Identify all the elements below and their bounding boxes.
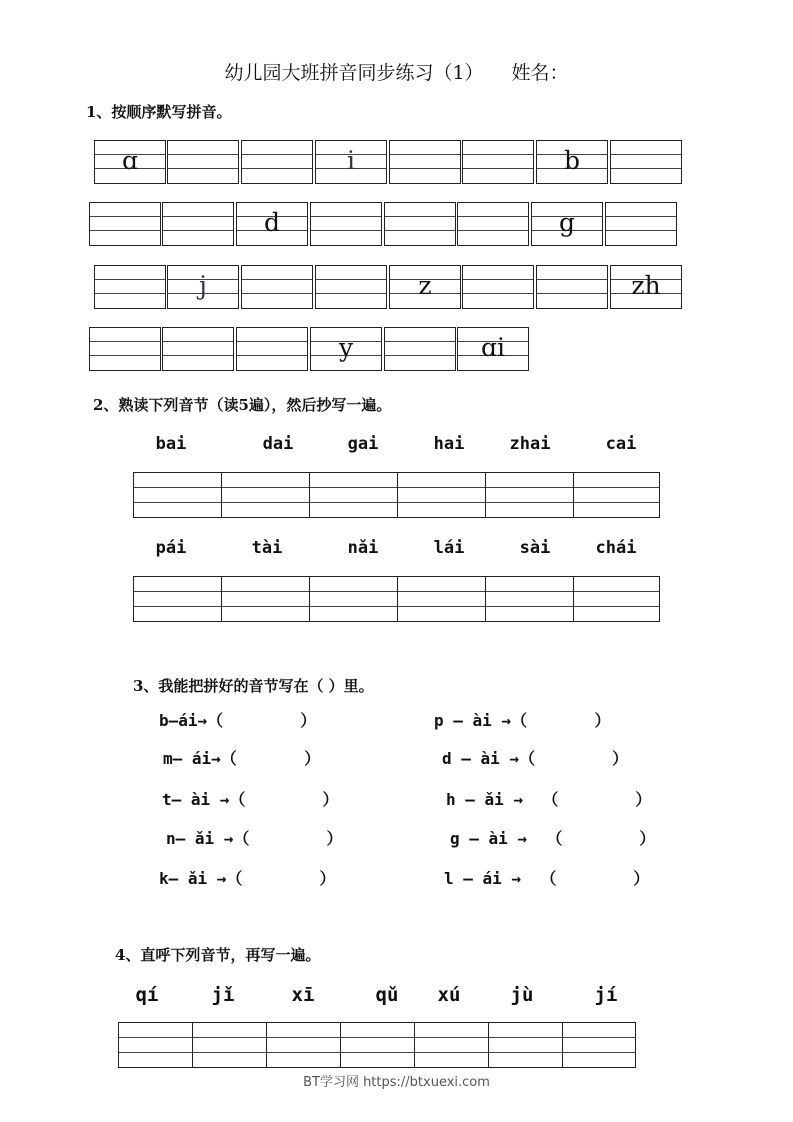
syllable: qǔ — [375, 984, 399, 1006]
watermark-footer: BT学习网 https://btxuexi.com — [303, 1075, 490, 1090]
writing-cell[interactable] — [397, 472, 486, 518]
writing-cell[interactable] — [605, 202, 677, 246]
writing-cell[interactable] — [340, 1022, 415, 1068]
cell-letter: ɑ — [121, 146, 138, 175]
writing-cell[interactable] — [457, 202, 529, 246]
writing-cell[interactable] — [384, 327, 456, 371]
cell-letter: i — [347, 146, 355, 175]
syllable: lái — [433, 538, 465, 558]
syllable: cai — [605, 434, 637, 454]
writing-cell[interactable] — [485, 472, 574, 518]
writing-cell[interactable] — [610, 265, 682, 309]
syllable: qí — [135, 984, 159, 1006]
syllable: sài — [519, 538, 551, 558]
writing-cell[interactable] — [89, 202, 161, 246]
syllable: jù — [510, 984, 534, 1006]
writing-cell[interactable] — [414, 1022, 489, 1068]
writing-cell[interactable] — [236, 327, 308, 371]
syllable: dai — [262, 434, 294, 454]
writing-cell[interactable] — [133, 576, 222, 622]
writing-cell[interactable] — [192, 1022, 267, 1068]
syllable: pái — [155, 538, 187, 558]
writing-cell[interactable] — [384, 202, 456, 246]
writing-cell[interactable] — [167, 140, 239, 184]
writing-cell[interactable] — [221, 472, 310, 518]
writing-cell[interactable] — [610, 140, 682, 184]
writing-cell[interactable] — [573, 472, 660, 518]
writing-cell[interactable] — [485, 576, 574, 622]
cell-letter: g — [558, 208, 575, 237]
syllable: jí — [594, 984, 618, 1006]
cell-letter: j — [199, 271, 207, 300]
name-label: 姓名： — [511, 62, 569, 84]
syllable: xī — [291, 984, 315, 1006]
writing-cell[interactable] — [162, 202, 234, 246]
syllable: tài — [251, 538, 283, 558]
writing-cell[interactable] — [315, 265, 387, 309]
writing-cell[interactable] — [397, 576, 486, 622]
writing-cell[interactable] — [89, 327, 161, 371]
section3-heading: 3、我能把拼好的音节写在（ ）里。 — [133, 677, 374, 695]
writing-cell[interactable] — [536, 140, 608, 184]
writing-cell[interactable] — [310, 327, 382, 371]
writing-cell[interactable] — [488, 1022, 563, 1068]
pinyin-equation: b—ái→（ ） — [159, 711, 317, 730]
cell-letter: b — [563, 146, 580, 175]
writing-cell[interactable] — [266, 1022, 341, 1068]
writing-cell[interactable] — [221, 576, 310, 622]
cell-letter: z — [418, 271, 432, 300]
cell-letter: zh — [631, 271, 661, 300]
writing-cell[interactable] — [133, 472, 222, 518]
pinyin-equation: k— ǎi →（ ） — [159, 869, 336, 888]
syllable: jǐ — [211, 984, 235, 1006]
page-title — [0, 58, 793, 85]
syllable: gai — [347, 434, 379, 454]
pinyin-equation: t— ài →（ ） — [162, 790, 339, 809]
section1-heading: 1、按顺序默写拼音。 — [86, 103, 232, 121]
cell-letter: y — [338, 333, 354, 362]
section2-heading: 2、熟读下列音节（读5遍），然后抄写一遍。 — [93, 396, 392, 414]
syllable: nǎi — [347, 538, 379, 558]
syllable: zhai — [509, 434, 551, 454]
writing-cell[interactable] — [462, 140, 534, 184]
writing-cell[interactable] — [118, 1022, 193, 1068]
writing-cell[interactable] — [457, 327, 529, 371]
writing-cell[interactable] — [536, 265, 608, 309]
writing-cell[interactable] — [389, 265, 461, 309]
writing-cell[interactable] — [309, 472, 398, 518]
writing-cell[interactable] — [389, 140, 461, 184]
writing-cell[interactable] — [462, 265, 534, 309]
cell-letter: ɑi — [481, 333, 505, 362]
writing-cell[interactable] — [562, 1022, 636, 1068]
syllable: hai — [433, 434, 465, 454]
writing-cell[interactable] — [94, 140, 166, 184]
writing-cell[interactable] — [241, 265, 313, 309]
worksheet-title: 幼儿园大班拼音同步练习（1） — [224, 62, 484, 84]
writing-cell[interactable] — [167, 265, 239, 309]
writing-cell[interactable] — [241, 140, 313, 184]
syllable: bai — [155, 434, 187, 454]
pinyin-equation: l — ái → （ ） — [444, 869, 650, 888]
syllable: xú — [437, 984, 461, 1006]
pinyin-equation: g — ài → （ ） — [450, 829, 656, 848]
pinyin-equation: n— ǎi →（ ） — [166, 829, 343, 848]
writing-cell[interactable] — [315, 140, 387, 184]
writing-cell[interactable] — [309, 576, 398, 622]
pinyin-equation: h — ǎi → （ ） — [446, 790, 652, 809]
writing-cell[interactable] — [94, 265, 166, 309]
cell-letter: d — [263, 208, 280, 237]
pinyin-equation: d — ài →（ ） — [442, 749, 629, 768]
syllable: chái — [595, 538, 637, 558]
pinyin-equation: m— ái→（ ） — [163, 749, 321, 768]
pinyin-equation: p — ài →（ ） — [434, 711, 611, 730]
section4-heading: 4、直呼下列音节，再写一遍。 — [115, 946, 321, 964]
writing-cell[interactable] — [236, 202, 308, 246]
writing-cell[interactable] — [310, 202, 382, 246]
writing-cell[interactable] — [162, 327, 234, 371]
writing-cell[interactable] — [573, 576, 660, 622]
writing-cell[interactable] — [531, 202, 603, 246]
